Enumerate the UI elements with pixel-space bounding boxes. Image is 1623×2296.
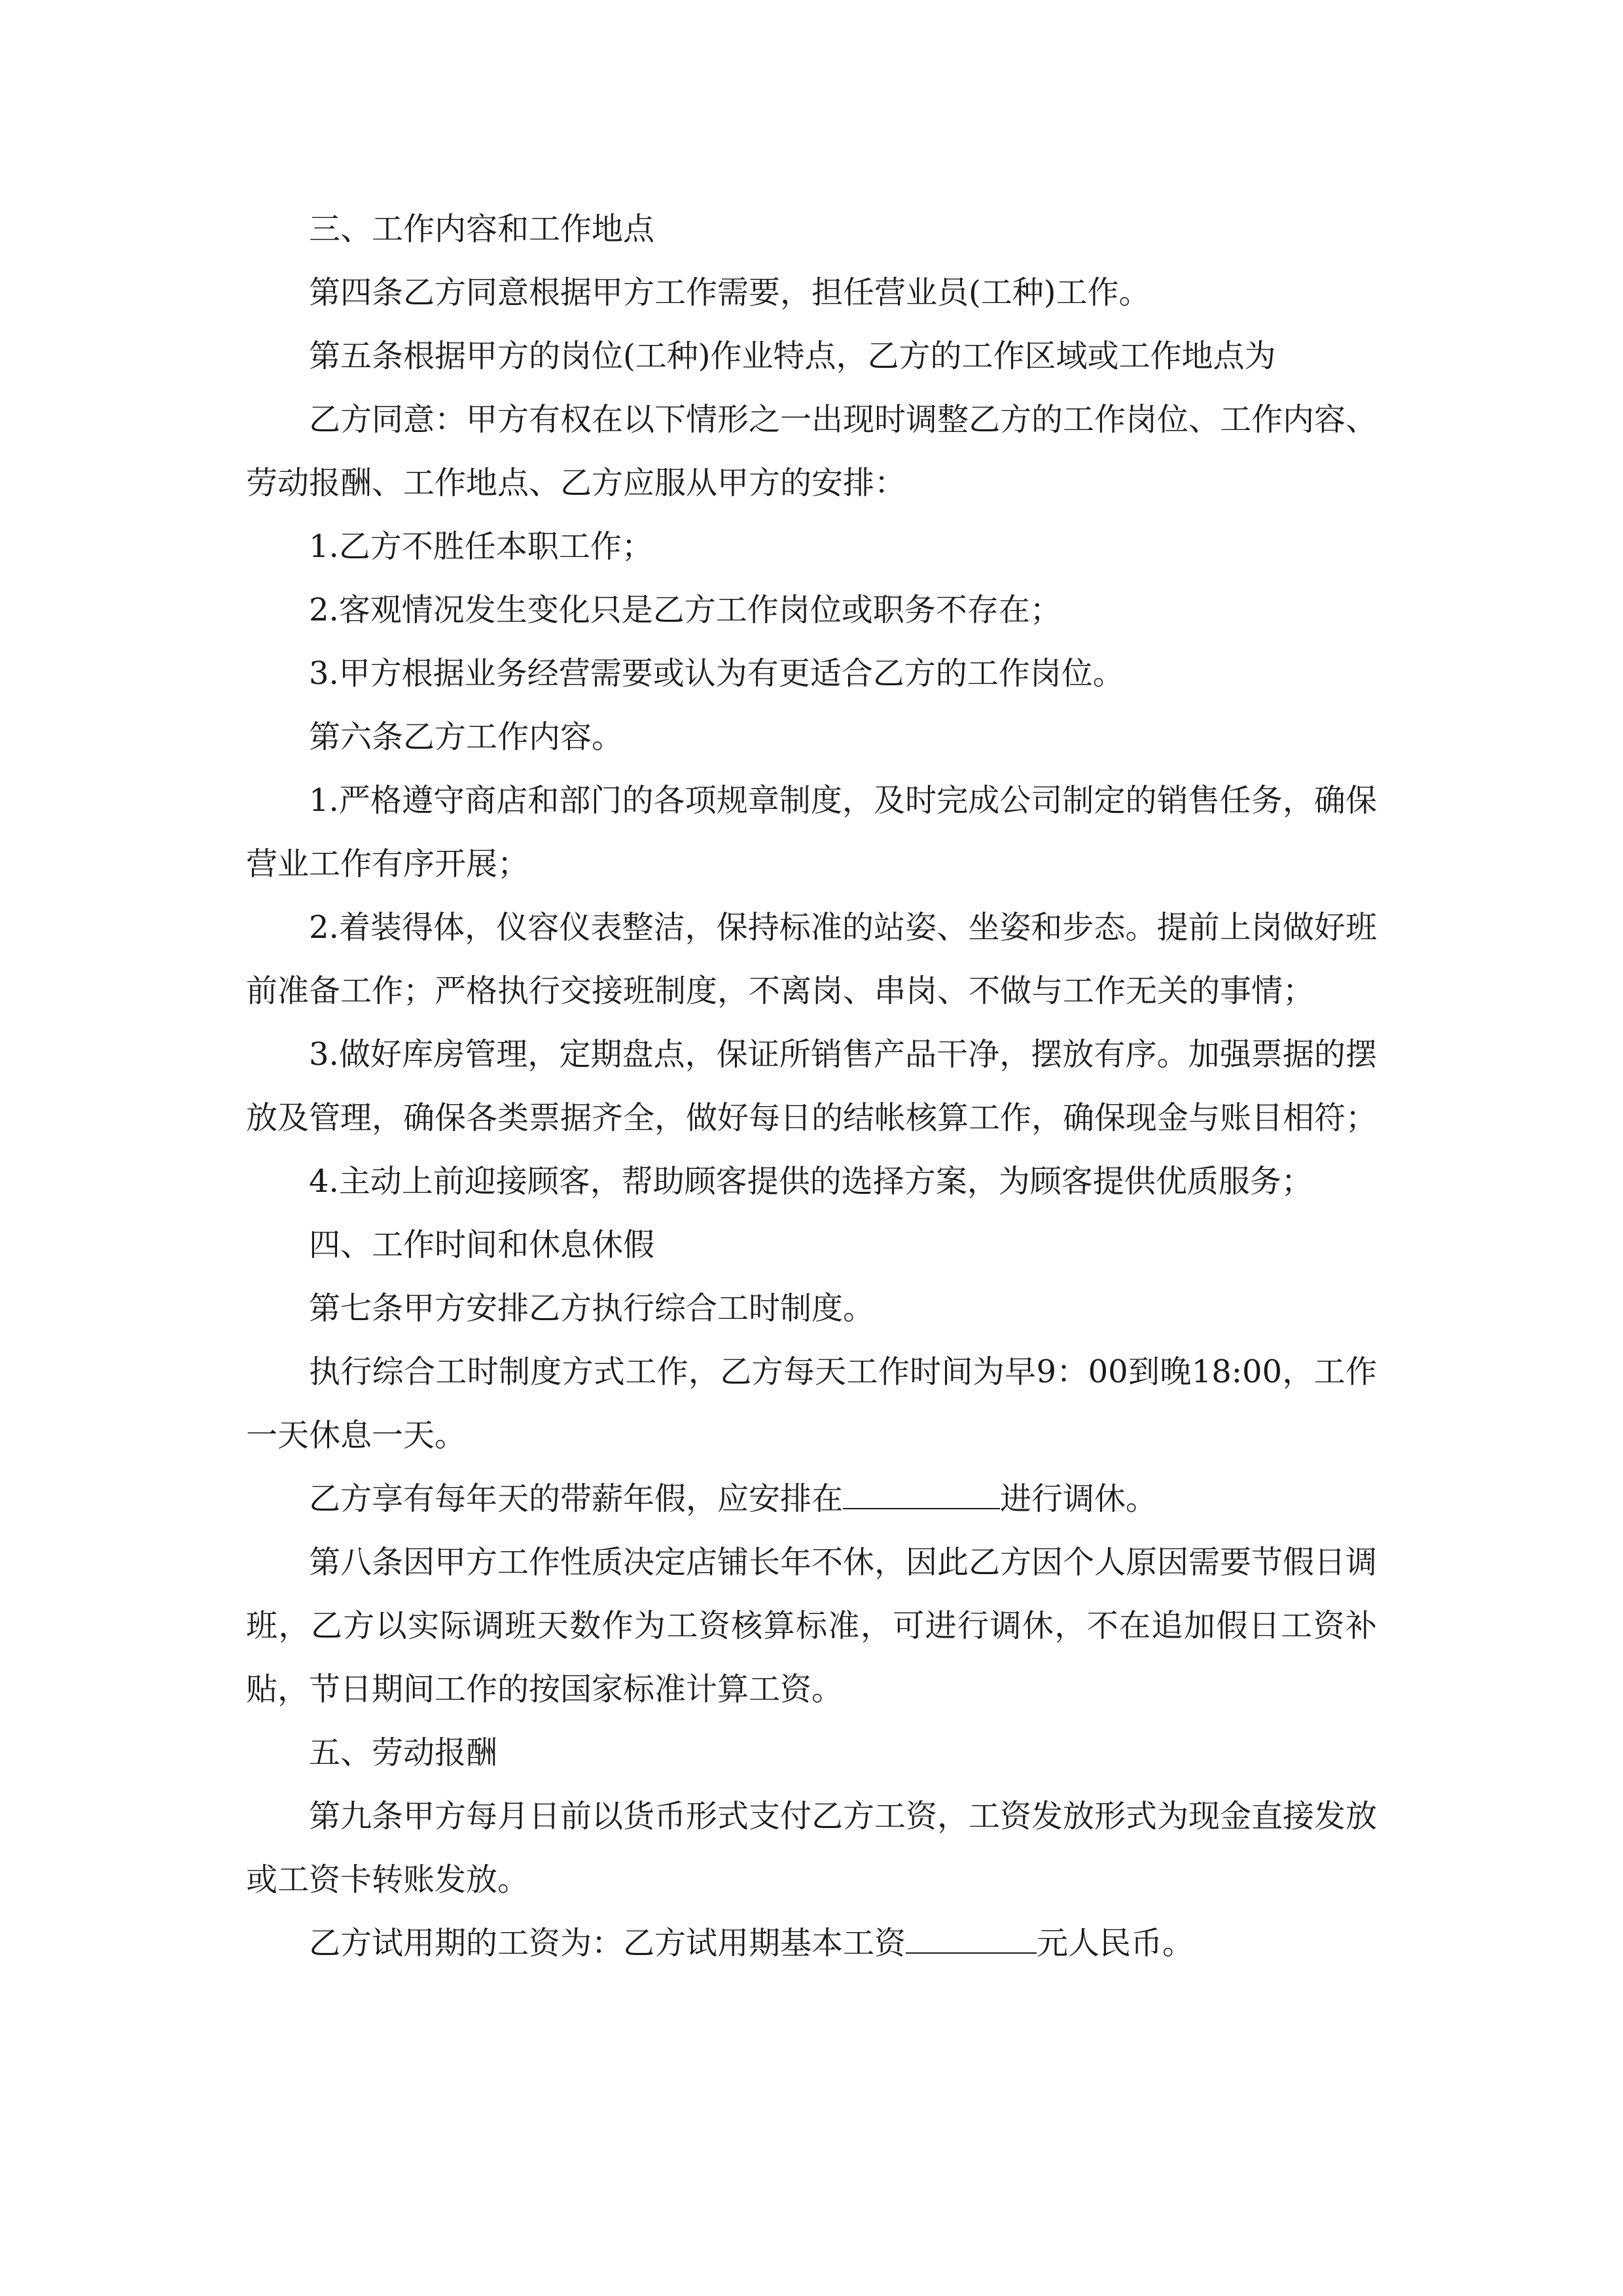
article-5: 第五条根据甲方的岗位(工种)作业特点，乙方的工作区域或工作地点为 [309,338,1276,374]
list-item: 3.甲方根据业务经营需要或认为有更适合乙方的工作岗位。 [309,655,1124,692]
list-item: 4.主动上前迎接顾客，帮助顾客提供的选择方案，为顾客提供优质服务； [309,1163,1313,1200]
article-6: 第六条乙方工作内容。 [309,719,624,755]
article-4: 第四条乙方同意根据甲方工作需要，担任营业员(工种)工作。 [309,274,1150,311]
list-item: 1.严格遵守商店和部门的各项规章制度，及时完成公司制定的销售任务，确保营业工作有序开展； [246,782,1377,882]
annual-leave [246,1467,1377,1531]
section-heading-remuneration: 五、劳动报酬 [309,1734,498,1771]
leave-date-blank [843,1482,1000,1509]
annual-leave-text: 乙方享有每年天的带薪年假，应安排在 [309,1480,844,1517]
probation-wage [246,1912,1377,1975]
section-heading-work-time: 四、工作时间和休息休假 [309,1227,655,1263]
article-5-consent: 乙方同意：甲方有权在以下情形之一出现时调整乙方的工作岗位、工作内容、劳动报酬、工作地点、乙方应服从甲方的安排： [246,401,1378,501]
section-heading-work-content: 三、工作内容和工作地点 [309,211,655,247]
annual-leave-text-end: 进行调休。 [1000,1480,1158,1517]
working-hours: 执行综合工时制度方式工作，乙方每天工作时间为早9：00到晚18:00，工作一天休息一天。 [246,1354,1377,1454]
article-7: 第七条甲方安排乙方执行综合工时制度。 [309,1290,875,1327]
document-body [246,198,1377,1975]
article-8: 第八条因甲方工作性质决定店铺长年不休，因此乙方因个人原因需要节假日调班，乙方以实际调班天数作为工资核算标准，可进行调休，不在追加假日工资补贴，节日期间工作的按国家标准计算工资。 [246,1544,1378,1708]
probation-wage-text-end: 元人民币。 [1037,1925,1194,1962]
article-9: 第九条甲方每月日前以货币形式支付乙方工资，工资发放形式为现金直接发放或工资卡转账发放。 [246,1798,1378,1898]
list-item: 2.客观情况发生变化只是乙方工作岗位或职务不存在； [309,592,1061,628]
wage-amount-blank [906,1926,1037,1954]
list-item: 3.做好库房管理，定期盘点，保证所销售产品干净，摆放有序。加强票据的摆放及管理，确保各类票据齐全，做好每日的结帐核算工作，确保现金与账目相符； [246,1036,1378,1136]
probation-wage-text: 乙方试用期的工资为：乙方试用期基本工资 [309,1925,906,1962]
list-item: 1.乙方不胜任本职工作； [309,528,653,565]
list-item: 2.着装得体，仪容仪表整洁，保持标准的站姿、坐姿和步态。提前上岗做好班前准备工作；严格执行交接班制度，不离岗、串岗、不做与工作无关的事情； [246,909,1377,1009]
